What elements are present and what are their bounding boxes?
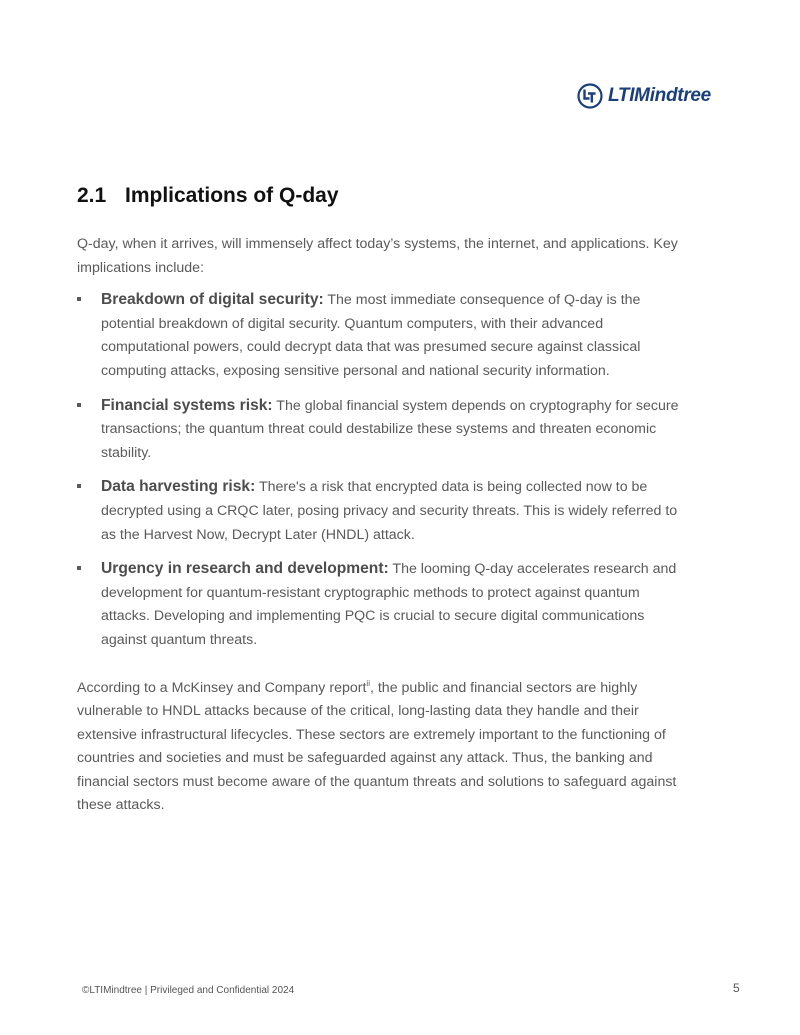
list-item	[77, 288, 682, 383]
list-item	[77, 557, 682, 652]
bullet-title: Financial systems risk:	[101, 396, 273, 414]
section-title: Implications of Q-day	[125, 184, 339, 207]
page-number: 5	[733, 981, 740, 995]
square-bullet-icon	[77, 484, 81, 488]
implications-list	[77, 288, 682, 652]
bullet-title: Breakdown of digital security:	[101, 291, 324, 309]
bullet-text: The looming Q-day accelerates research and development for quantum-resistant cryptographic methods to protect against quantum attacks. Developing and implementing PQC is crucial to secure digital communications against quantum threats.	[101, 561, 677, 648]
closing-text-end: , the public and financial sectors are highly vulnerable to HNDL attacks because of the critical, long-lasting data they handle and their extensive infrastructural lifecycles. These sectors are extremely important to the functioning of countries and societies and must be safeguarded against any attack. Thus, the banking and financial sectors must become aware of the quantum threats and solutions to safeguard against these attacks.	[77, 679, 677, 814]
closing-paragraph	[77, 677, 682, 819]
closing-text-start: According to a McKinsey and Company report	[77, 679, 367, 696]
section-number: 2.1	[77, 184, 107, 207]
square-bullet-icon	[77, 403, 81, 407]
logo-text: LTIMindtree	[608, 85, 711, 106]
lt-monogram-icon	[577, 83, 603, 109]
section-heading	[77, 184, 339, 208]
bullet-text: The most immediate consequence of Q-day is the potential breakdown of digital security. Quantum computers, with their advanced computational powers, could decrypt data that was presumed secure against classical computing attacks, exposing sensitive personal and national security information.	[101, 292, 641, 379]
bullet-title: Urgency in research and development:	[101, 560, 389, 578]
intro-paragraph: Q-day, when it arrives, will immensely affect today’s systems, the internet, and applications. Key implications include:	[77, 236, 678, 276]
square-bullet-icon	[77, 566, 81, 570]
list-item	[77, 394, 682, 466]
list-item	[77, 475, 682, 547]
company-logo	[577, 82, 711, 110]
bullet-text: The global financial system depends on cryptography for secure transactions; the quantum threat could destabilize these systems and threaten economic stability.	[101, 397, 679, 461]
body-content	[77, 233, 682, 818]
bullet-text: There's a risk that encrypted data is being collected now to be decrypted using a CRQC later, posing privacy and security threats. This is widely referred to as the Harvest Now, Decrypt Later (HNDL) attack.	[101, 479, 678, 543]
bullet-title: Data harvesting risk:	[101, 478, 256, 496]
footer-copyright: ©LTIMindtree | Privileged and Confidential 2024	[82, 985, 295, 996]
square-bullet-icon	[77, 297, 81, 301]
footnote-reference[interactable]: ii	[366, 678, 370, 688]
